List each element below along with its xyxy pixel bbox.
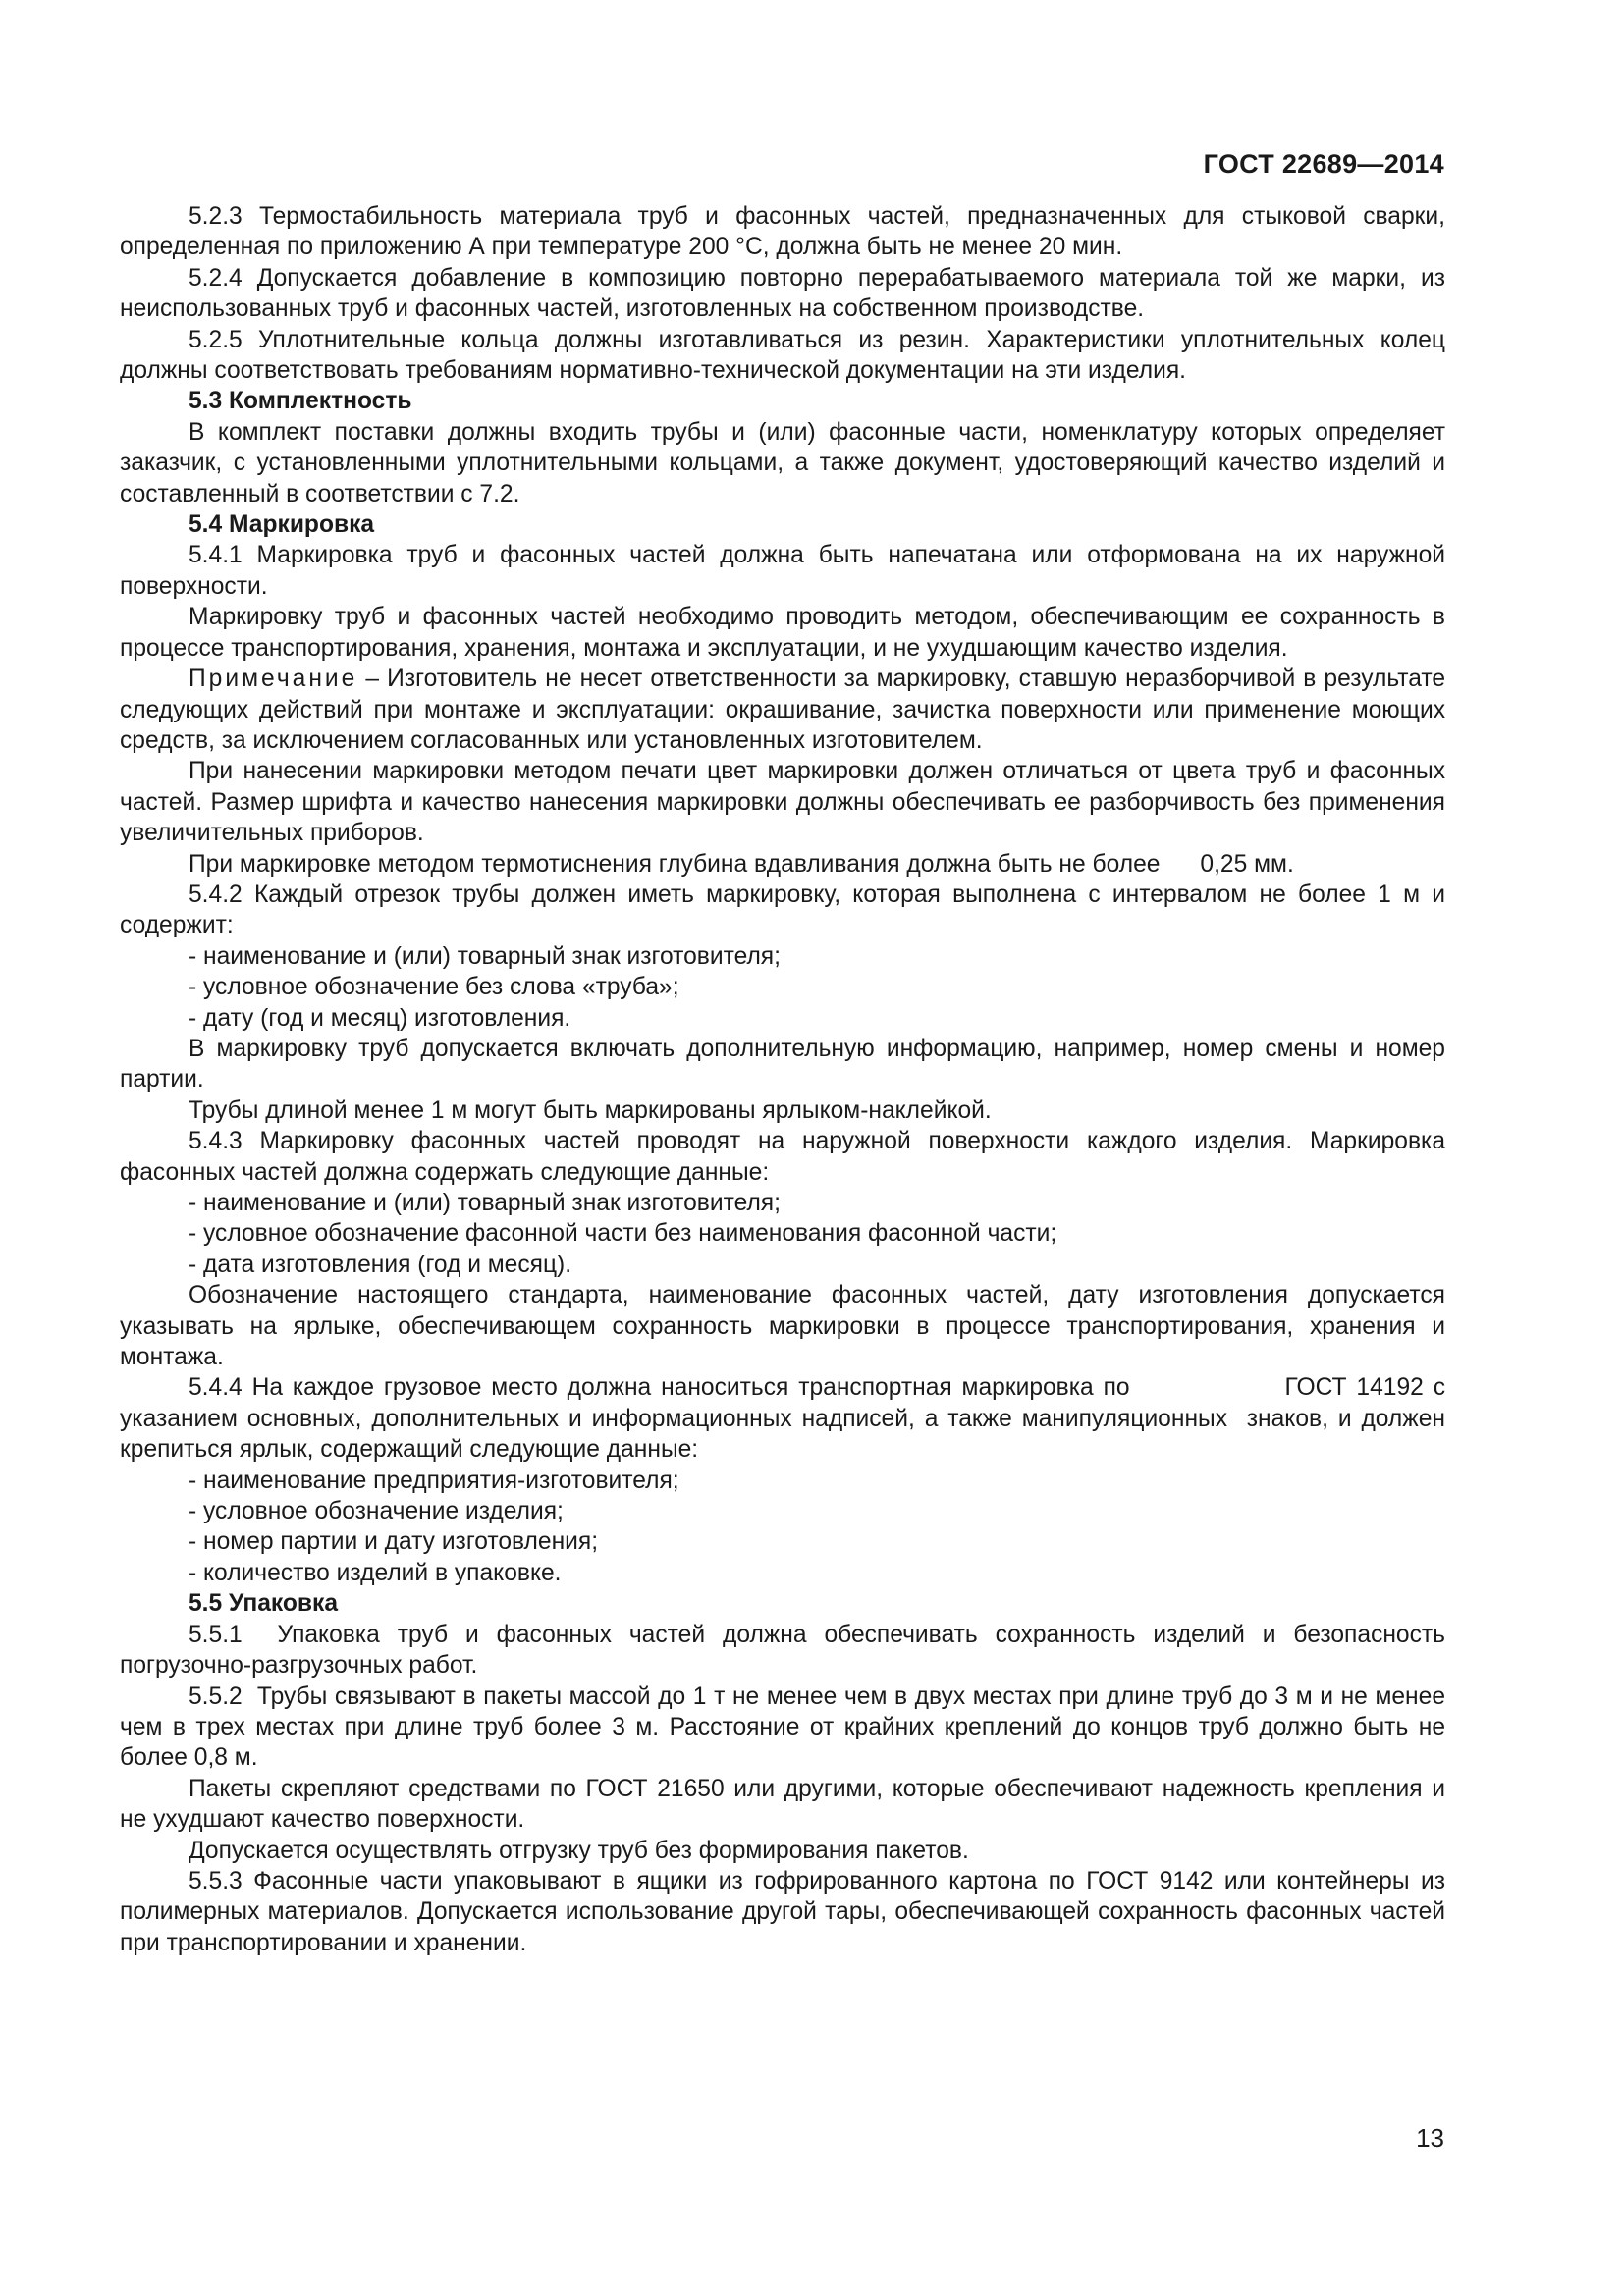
paragraph-5-4-4: 5.4.4 На каждое грузовое место должна наноситься транспортная маркировка по ГОСТ 14192 с указанием основных, дополнительных и информационных надписей, а также манипуляционных знаков, и должен крепиться ярлык, содержащий следующие данные:	[120, 1374, 1452, 1464]
paragraph-5-2-4: 5.2.4 Допускается добавление в композицию повторно перерабатываемого материала той же марки, из неиспользованных труб и фасонных частей, изготовленных на собственном производстве.	[120, 264, 1445, 323]
paragraph-no-packs: Допускается осуществлять отгрузку труб без формирования пакетов.	[189, 1837, 969, 1864]
paragraph-thermo-marking: При маркировке методом термотиснения глубина вдавливания должна быть не более 0,25 мм.	[189, 850, 1294, 878]
paragraph-packs: Пакеты скрепляют средствами по ГОСТ 21650 или другими, которые обеспечивают надежность крепления и не ухудшают качество поверхности.	[120, 1775, 1445, 1834]
list-item: - количество изделий в упаковке.	[189, 1559, 562, 1586]
page-number: 13	[1416, 2123, 1444, 2153]
list-item: - условное обозначение изделия;	[189, 1498, 564, 1525]
paragraph-5-2-5: 5.2.5 Уплотнительные кольца должны изготавливаться из резин. Характеристики уплотнительных колец должны соответствовать требованиям нормативно-технической документации на эти изделия.	[120, 326, 1445, 385]
paragraph-5-3: В комплект поставки должны входить трубы и (или) фасонные части, номенклатуру которых определяет заказчик, с установленными уплотнительными кольцами, а также документ, удостоверяющий качество изделий и составленный в соответствии с 7.2.	[120, 418, 1445, 507]
document-code: ГОСТ 22689—2014	[1203, 149, 1444, 179]
note-paragraph	[120, 664, 1445, 756]
list-item: - наименование и (или) товарный знак изготовителя;	[189, 942, 781, 970]
document-body	[120, 201, 1452, 1958]
paragraph-label: Обозначение настоящего стандарта, наименование фасонных частей, дату изготовления допускается указывать на ярлыке, обеспечивающем сохранность маркировки в процессе транспортирования, хранения и монтажа.	[120, 1282, 1445, 1371]
list-item: - дата изготовления (год и месяц).	[189, 1251, 572, 1278]
section-heading-5-5: 5.5 Упаковка	[189, 1590, 339, 1618]
paragraph-short-pipes: Трубы длиной менее 1 м могут быть маркированы ярлыком-наклейкой.	[189, 1096, 992, 1124]
paragraph-5-4-3: 5.4.3 Маркировку фасонных частей проводят на наружной поверхности каждого изделия. Маркировка фасонных частей должна содержать следующие данные:	[120, 1128, 1445, 1186]
list-item: - номер партии и дату изготовления;	[189, 1528, 599, 1556]
section-heading-5-3: 5.3 Комплектность	[189, 388, 412, 415]
note-label: Примечание	[189, 666, 358, 693]
paragraph-5-4-2: 5.4.2 Каждый отрезок трубы должен иметь маркировку, которая выполнена с интервалом не более 1 м и содержит:	[120, 881, 1445, 939]
list-item: - дату (год и месяц) изготовления.	[189, 1004, 571, 1032]
list-item: - наименование и (или) товарный знак изготовителя;	[189, 1190, 781, 1216]
paragraph-print-marking: При нанесении маркировки методом печати цвет маркировки должен отличаться от цвета труб и фасонных частей. Размер шрифта и качество нанесения маркировки должны обеспечивать ее разборчивость без применения увеличительных приборов.	[120, 758, 1445, 847]
paragraph-5-5-2: 5.5.2 Трубы связывают в пакеты массой до 1 т не менее чем в двух местах при длине труб до 3 м и не менее чем в трех местах при длине труб более 3 м. Расстояние от крайних креплений до концов труб должно быть не более 0,8 м.	[120, 1682, 1452, 1772]
list-item: - условное обозначение без слова «труба»;	[189, 974, 679, 1001]
paragraph-5-4-1: 5.4.1 Маркировка труб и фасонных частей должна быть напечатана или отформована на их наружной поверхности.	[120, 542, 1445, 600]
paragraph-5-2-3: 5.2.3 Термостабильность материала труб и фасонных частей, предназначенных для стыковой сварки, определенная по приложению А при температуре 200 °С, должна быть не менее 20 мин.	[120, 203, 1445, 261]
section-heading-5-4: 5.4 Маркировка	[189, 511, 375, 539]
paragraph-5-4-1-method: Маркировку труб и фасонных частей необходимо проводить методом, обеспечивающим ее сохранность в процессе транспортирования, хранения, монтажа и эксплуатации, и не ухудшающим качество изделия.	[120, 604, 1445, 662]
paragraph-extra-info: В маркировку труб допускается включать дополнительную информацию, например, номер смены и номер партии.	[120, 1035, 1445, 1094]
paragraph-5-5-1: 5.5.1 Упаковка труб и фасонных частей должна обеспечивать сохранность изделий и безопасность погрузочно-разгрузочных работ.	[120, 1621, 1452, 1680]
paragraph-5-5-3: 5.5.3 Фасонные части упаковывают в ящики из гофрированного картона по ГОСТ 9142 или контейнеры из полимерных материалов. Допускается использование другой тары, обеспечивающей сохранность фасонных частей при транспортировании и хранении.	[120, 1867, 1445, 1956]
note-text: – Изготовитель не несет ответственности за маркировку, ставшую неразборчивой в результате следующих действий при монтаже и эксплуатации: окрашивание, зачистка поверхности или применение моющих средств, за исключением согласованных или установленных изготовителем.	[120, 666, 1445, 754]
list-item: - наименование предприятия-изготовителя;	[189, 1467, 679, 1494]
list-item: - условное обозначение фасонной части без наименования фасонной части;	[189, 1220, 1057, 1248]
